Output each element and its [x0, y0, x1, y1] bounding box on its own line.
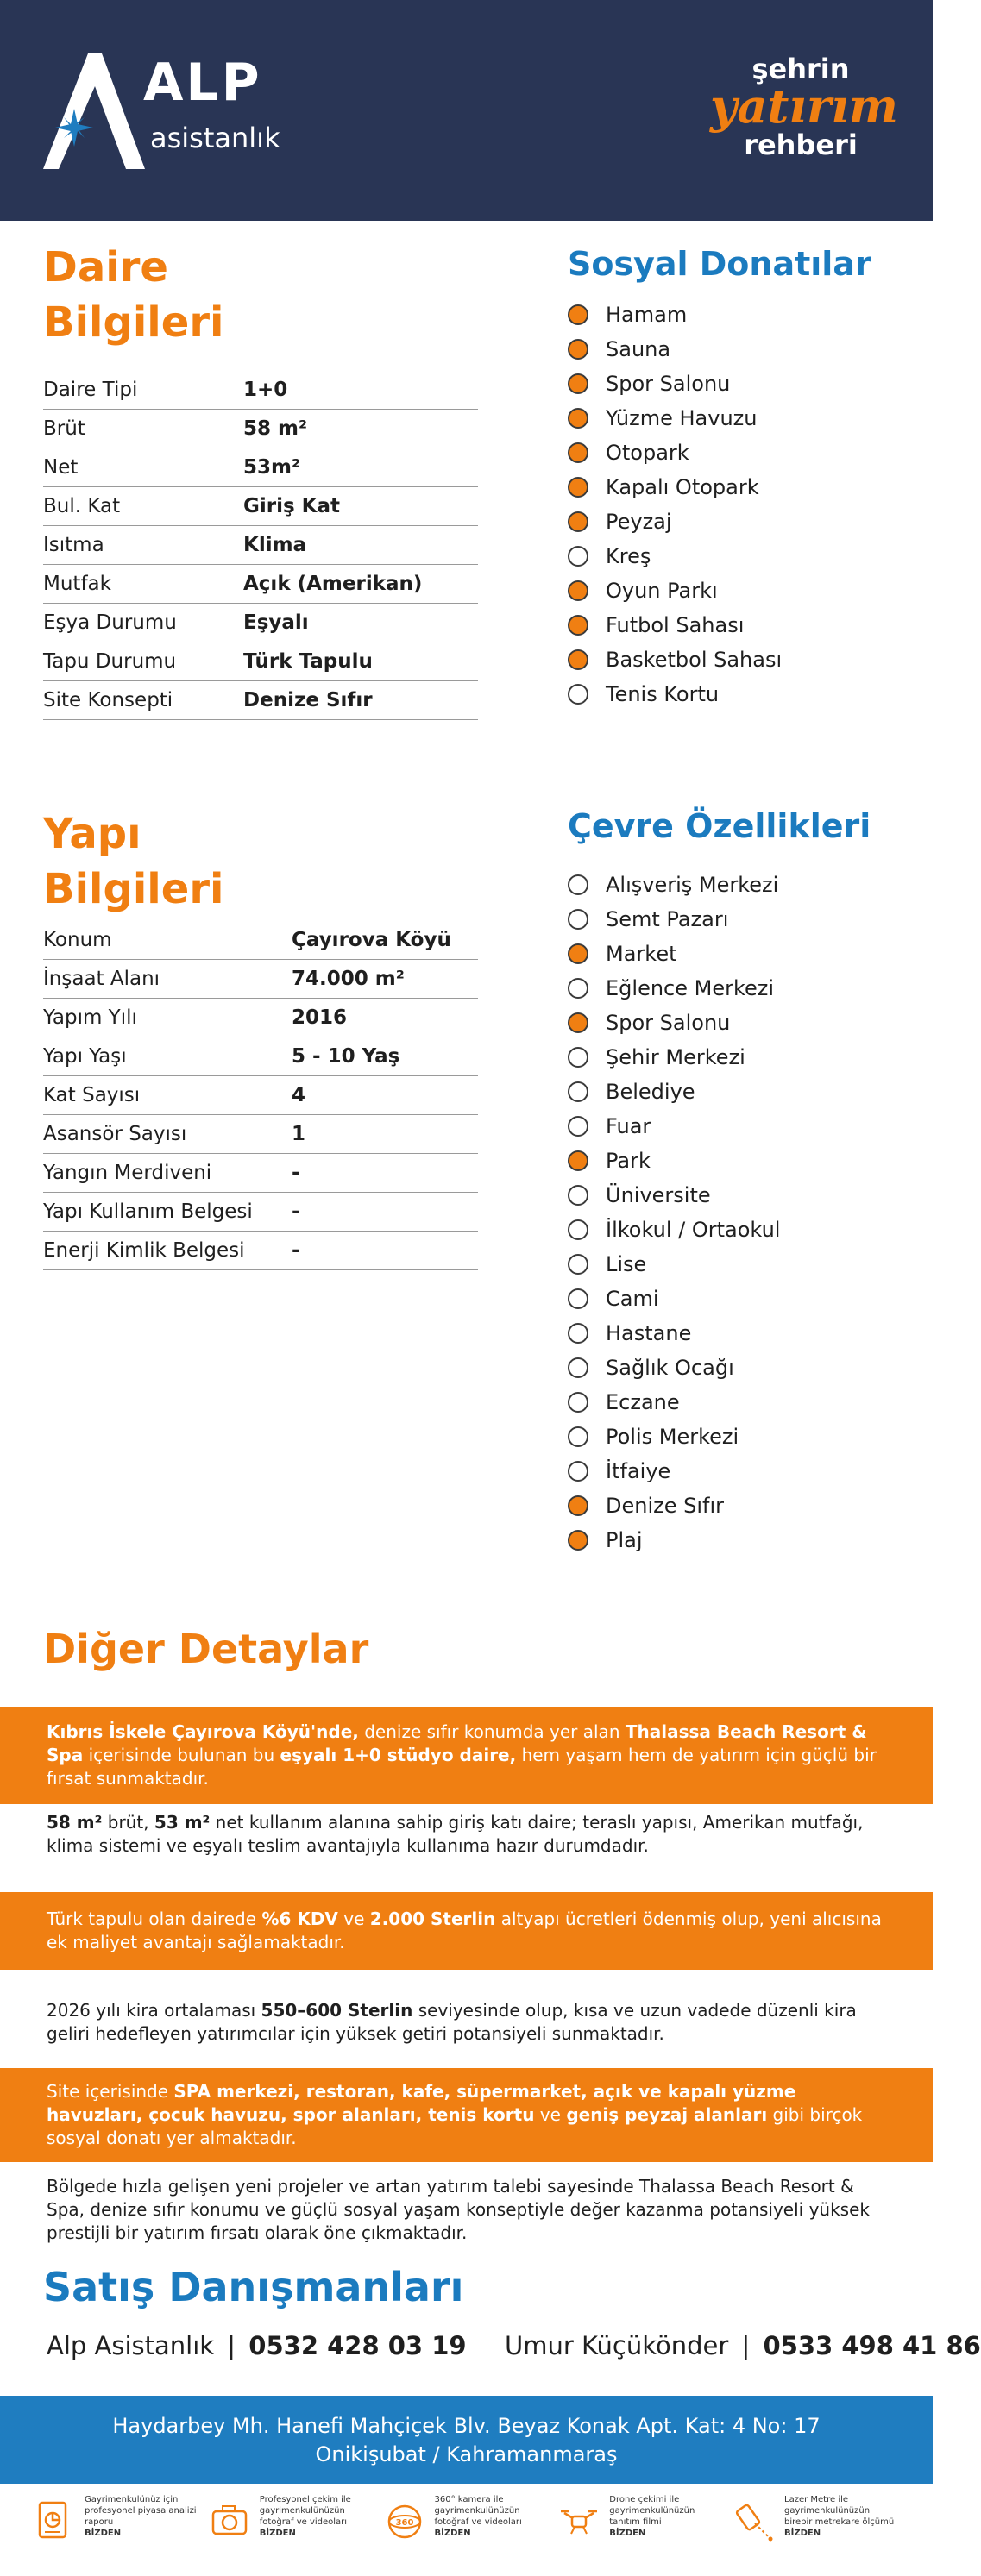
- detail-text: Bölgede hızla gelişen yeni projeler ve artan yatırım talebi sayesinde Thalassa Beach Resort & Spa, denize sıfır konumu ve güçlü sosyal yaşam konseptiyle değer kazanma potansiyeli yüksek prestijli bir yatırım fırsatı olarak öne çıkmaktadır.: [47, 2176, 870, 2243]
- detail-text: içerisinde bulunan bu: [83, 1745, 280, 1765]
- unchecked-circle-icon: [568, 978, 588, 999]
- list-item: [568, 1316, 780, 1351]
- detail-text: net kullanım alanına sahip giriş katı daire; teraslı yapısı, Amerikan mutfağı, klima sistemi ve eşyalı teslim avantajıyla kullanıma hazır durumdadır.: [47, 1812, 864, 1856]
- list-item-label: Cami: [606, 1287, 659, 1311]
- list-item-label: Üniversite: [606, 1183, 711, 1207]
- drone-icon: [559, 2498, 599, 2549]
- info-label: Brüt: [43, 417, 85, 440]
- detail-text: gibi birçok sosyal donatı yer almaktadır.: [47, 2104, 863, 2148]
- feature-item: [559, 2494, 723, 2576]
- unchecked-circle-icon: [568, 1426, 588, 1447]
- info-value: 58 m²: [243, 417, 308, 440]
- slogan: [710, 53, 898, 161]
- list-item: [568, 470, 782, 505]
- slogan-line2: yatırım: [710, 78, 898, 134]
- info-label: Mutfak: [43, 573, 111, 595]
- sosyal-list: [568, 298, 782, 711]
- unchecked-circle-icon: [568, 1219, 588, 1240]
- info-row: [43, 681, 478, 720]
- list-item-label: Kreş: [606, 544, 651, 568]
- info-row: [43, 604, 478, 642]
- list-item: [568, 539, 782, 573]
- info-row: [43, 1115, 478, 1154]
- info-value: Klima: [243, 534, 307, 556]
- list-item: [568, 1109, 780, 1144]
- detail-paragraph: [0, 1999, 933, 2046]
- features-footer: [0, 2494, 933, 2576]
- info-row: [43, 448, 478, 487]
- list-item: [568, 677, 782, 711]
- info-value: -: [292, 1200, 300, 1223]
- svg-text:360: 360: [395, 2518, 413, 2528]
- detail-highlight: %6 KDV: [261, 1908, 338, 1929]
- info-value: Türk Tapulu: [243, 650, 373, 673]
- feature-text: [85, 2494, 198, 2539]
- list-item-label: Semt Pazarı: [606, 907, 729, 931]
- unchecked-circle-icon: [568, 1392, 588, 1413]
- info-label: Kat Sayısı: [43, 1084, 141, 1106]
- feature-description: 360° kamera ile gayrimenkulünüzün fotoğraf ve videoları: [434, 2495, 522, 2527]
- advisor1-phone[interactable]: 0532 428 03 19: [248, 2331, 467, 2360]
- list-item: [568, 1075, 780, 1109]
- unchecked-circle-icon: [568, 546, 588, 567]
- unchecked-circle-icon: [568, 1185, 588, 1206]
- detail-paragraph: [0, 1892, 933, 1970]
- list-item-label: Park: [606, 1149, 651, 1173]
- info-value: 53m²: [243, 456, 301, 479]
- info-value: -: [292, 1162, 300, 1184]
- list-item: [568, 1213, 780, 1247]
- list-item-label: Hastane: [606, 1321, 692, 1345]
- checked-circle-icon: [568, 511, 588, 532]
- list-item: [568, 902, 780, 937]
- list-item-label: Yüzme Havuzu: [606, 406, 758, 430]
- daire-title-line2: Bilgileri: [43, 298, 224, 347]
- list-item-label: Spor Salonu: [606, 1011, 731, 1035]
- checked-circle-icon: [568, 304, 588, 325]
- unchecked-circle-icon: [568, 1323, 588, 1344]
- list-item: [568, 367, 782, 401]
- info-label: Net: [43, 456, 79, 479]
- info-label: Yangın Merdiveni: [43, 1162, 212, 1184]
- list-item-label: Oyun Parkı: [606, 579, 718, 603]
- yapi-title: [43, 806, 223, 917]
- checked-circle-icon: [568, 373, 588, 394]
- info-label: Asansör Sayısı: [43, 1123, 187, 1145]
- feature-item: [385, 2494, 549, 2576]
- list-item: [568, 1523, 780, 1558]
- checked-circle-icon: [568, 943, 588, 964]
- info-row: [43, 960, 478, 999]
- list-item: [568, 332, 782, 367]
- list-item-label: Eczane: [606, 1390, 680, 1414]
- detail-text: Türk tapulu olan dairede: [47, 1908, 262, 1929]
- info-row: [43, 371, 478, 410]
- info-row: [43, 410, 478, 448]
- detail-paragraph: [0, 1707, 933, 1804]
- header-banner: [0, 0, 933, 221]
- unchecked-circle-icon: [568, 909, 588, 930]
- info-label: Daire Tipi: [43, 379, 138, 401]
- list-item: [568, 608, 782, 642]
- detail-text: 2026 yılı kira ortalaması: [47, 2000, 261, 2021]
- info-row: [43, 999, 478, 1037]
- info-label: Isıtma: [43, 534, 104, 556]
- separator: |: [741, 2331, 751, 2360]
- unchecked-circle-icon: [568, 1288, 588, 1309]
- daire-title: [43, 240, 223, 350]
- logo-mark-icon: [40, 52, 152, 172]
- list-item: [568, 401, 782, 436]
- list-item: [568, 1247, 780, 1282]
- detail-text: hem yaşam hem de yatırım için güçlü bir fırsat sunmaktadır.: [47, 1745, 877, 1789]
- info-row: [43, 565, 478, 604]
- info-label: Site Konsepti: [43, 689, 173, 711]
- info-row: [43, 921, 478, 960]
- list-item-label: Basketbol Sahası: [606, 648, 783, 672]
- list-item-label: Şehir Merkezi: [606, 1045, 745, 1069]
- feature-tag: BİZDEN: [609, 2529, 646, 2538]
- detail-text: altyapı ücretleri ödenmiş olup, yeni alıcısına ek maliyet avantajı sağlamaktadır.: [47, 1908, 882, 1952]
- detail-text: brüt,: [102, 1812, 154, 1833]
- address-line2: Onikişubat / Kahramanmaraş: [315, 2442, 618, 2466]
- unchecked-circle-icon: [568, 1081, 588, 1102]
- info-value: Giriş Kat: [243, 495, 341, 517]
- feature-text: [260, 2494, 374, 2539]
- list-item: [568, 1006, 780, 1040]
- unchecked-circle-icon: [568, 1047, 588, 1068]
- checked-circle-icon: [568, 339, 588, 360]
- logo-name: ALP: [143, 53, 262, 113]
- advisor2-name: Umur Küçükönder: [504, 2331, 729, 2360]
- advisors-title: Satış Danışmanları: [43, 2264, 464, 2310]
- feature-description: Profesyonel çekim ile gayrimenkulünüzün fotoğraf ve videoları: [259, 2495, 351, 2527]
- info-label: Yapı Yaşı: [43, 1045, 127, 1068]
- info-row: [43, 1193, 478, 1232]
- list-item-label: Sauna: [606, 337, 671, 361]
- info-row: [43, 1037, 478, 1076]
- checked-circle-icon: [568, 442, 588, 463]
- feature-item: [734, 2494, 898, 2576]
- detail-text: denize sıfır konumda yer alan: [358, 1721, 626, 1742]
- feature-tag: BİZDEN: [259, 2529, 296, 2538]
- list-item-label: İlkokul / Ortaokul: [606, 1218, 781, 1242]
- list-item-label: Lise: [606, 1252, 647, 1276]
- info-label: İnşaat Alanı: [43, 968, 160, 990]
- info-label: Konum: [43, 929, 112, 951]
- unchecked-circle-icon: [568, 1461, 588, 1482]
- info-value: 4: [292, 1084, 306, 1106]
- detail-highlight: Thalassa Beach Resort & Spa: [47, 1721, 867, 1765]
- detail-text: ve: [337, 1908, 370, 1929]
- info-label: Bul. Kat: [43, 495, 121, 517]
- list-item: [568, 1178, 780, 1213]
- list-item-label: Otopark: [606, 441, 689, 465]
- list-item-label: Denize Sıfır: [606, 1494, 725, 1518]
- detail-text: ve: [534, 2104, 567, 2125]
- list-item: [568, 937, 780, 971]
- list-item-label: Alışveriş Merkezi: [606, 873, 779, 897]
- yapi-title-line1: Yapı: [43, 810, 141, 858]
- daire-title-line1: Daire: [43, 243, 168, 291]
- info-label: Enerji Kimlik Belgesi: [43, 1239, 245, 1262]
- detail-text: Site içerisinde: [47, 2081, 174, 2102]
- list-item: [568, 642, 782, 677]
- detail-highlight: 550–600 Sterlin: [261, 2000, 413, 2021]
- info-value: 1+0: [243, 379, 288, 401]
- info-label: Yapım Yılı: [43, 1006, 137, 1029]
- list-item-label: Peyzaj: [606, 510, 672, 534]
- list-item-label: Belediye: [606, 1080, 695, 1104]
- address-band: [0, 2396, 933, 2484]
- list-item: [568, 1385, 780, 1420]
- detail-text: seviyesinde olup, kısa ve uzun vadede düzenli kira geliri hedefleyen yatırımcılar için yüksek getiri potansiyeli sunmaktadır.: [47, 2000, 857, 2044]
- unchecked-circle-icon: [568, 684, 588, 705]
- info-value: Çayırova Köyü: [292, 929, 451, 951]
- list-item: [568, 1420, 780, 1454]
- list-item-label: Futbol Sahası: [606, 613, 745, 637]
- list-item: [568, 1351, 780, 1385]
- cevre-list: [568, 868, 780, 1558]
- info-row: [43, 1232, 478, 1270]
- advisor2-phone[interactable]: 0533 498 41 86: [763, 2331, 981, 2360]
- info-row: [43, 1076, 478, 1115]
- yapi-info-table: [43, 921, 478, 1270]
- info-value: Eşyalı: [243, 611, 309, 634]
- slogan-line3: rehberi: [744, 128, 858, 161]
- feature-tag: BİZDEN: [784, 2529, 821, 2538]
- info-value: 5 - 10 Yaş: [292, 1045, 400, 1068]
- separator: |: [227, 2331, 236, 2360]
- list-item-label: Kapalı Otopark: [606, 475, 759, 499]
- unchecked-circle-icon: [568, 1357, 588, 1378]
- laser-meter-icon: [734, 2498, 774, 2549]
- slogan-line1: şehrin: [751, 53, 850, 85]
- info-value: 1: [292, 1123, 306, 1145]
- list-item-label: İtfaiye: [606, 1459, 671, 1483]
- feature-description: Gayrimenkulünüz için profesyonel piyasa analizi raporu: [85, 2495, 197, 2527]
- feature-item: [210, 2494, 374, 2576]
- feature-text: [435, 2494, 549, 2539]
- detail-paragraph: [0, 1811, 933, 1858]
- feature-description: Drone çekimi ile gayrimenkulünüzün tanıtım filmi: [609, 2495, 695, 2527]
- list-item: [568, 1489, 780, 1523]
- detail-highlight: 53 m²: [154, 1812, 211, 1833]
- detail-paragraph: [0, 2175, 933, 2245]
- company-logo: [40, 52, 324, 172]
- info-value: 2016: [292, 1006, 348, 1029]
- sosyal-title: Sosyal Donatılar: [568, 245, 871, 283]
- advisor-contacts: [47, 2328, 981, 2363]
- report-icon: [35, 2498, 74, 2549]
- list-item: [568, 1040, 780, 1075]
- list-item-label: Eğlence Merkezi: [606, 976, 775, 1000]
- info-label: Tapu Durumu: [43, 650, 177, 673]
- unchecked-circle-icon: [568, 1254, 588, 1275]
- list-item: [568, 436, 782, 470]
- camera-icon: [210, 2498, 249, 2549]
- detail-highlight: eşyalı 1+0 stüdyo daire,: [280, 1745, 517, 1765]
- info-row: [43, 642, 478, 681]
- list-item-label: Spor Salonu: [606, 372, 731, 396]
- checked-circle-icon: [568, 580, 588, 601]
- list-item: [568, 1454, 780, 1489]
- feature-tag: BİZDEN: [85, 2529, 122, 2538]
- details-title: Diğer Detaylar: [43, 1626, 369, 1672]
- list-item-label: Tenis Kortu: [606, 682, 720, 706]
- logo-subtitle: asistanlık: [150, 122, 280, 154]
- daire-info-table: [43, 371, 478, 720]
- detail-paragraph: [0, 2068, 933, 2162]
- list-item-label: Plaj: [606, 1528, 643, 1552]
- list-item: [568, 505, 782, 539]
- detail-highlight: Kıbrıs İskele Çayırova Köyü'nde,: [47, 1721, 359, 1742]
- info-row: [43, 1154, 478, 1193]
- yapi-title-line2: Bilgileri: [43, 865, 224, 913]
- list-item: [568, 1144, 780, 1178]
- unchecked-circle-icon: [568, 1116, 588, 1137]
- feature-item: [35, 2494, 198, 2576]
- checked-circle-icon: [568, 1012, 588, 1033]
- list-item: [568, 298, 782, 332]
- feature-text: [609, 2494, 723, 2539]
- checked-circle-icon: [568, 477, 588, 498]
- checked-circle-icon: [568, 1150, 588, 1171]
- unchecked-circle-icon: [568, 874, 588, 895]
- info-value: 74.000 m²: [292, 968, 405, 990]
- list-item: [568, 868, 780, 902]
- detail-highlight: SPA merkezi, restoran, kafe, süpermarket, açık ve kapalı yüzme havuzları, çocuk havuzu, spor alanları, tenis kortu: [47, 2081, 796, 2125]
- checked-circle-icon: [568, 615, 588, 636]
- feature-description: Lazer Metre ile gayrimenkulünüzün birebir metrekare ölçümü: [784, 2495, 895, 2527]
- list-item: [568, 971, 780, 1006]
- list-item: [568, 573, 782, 608]
- detail-highlight: 58 m²: [47, 1812, 103, 1833]
- info-row: [43, 526, 478, 565]
- list-item-label: Sağlık Ocağı: [606, 1356, 734, 1380]
- detail-highlight: geniş peyzaj alanları: [566, 2104, 768, 2125]
- info-label: Eşya Durumu: [43, 611, 177, 634]
- detail-highlight: 2.000 Sterlin: [369, 1908, 496, 1929]
- list-item: [568, 1282, 780, 1316]
- info-label: Yapı Kullanım Belgesi: [43, 1200, 253, 1223]
- feature-tag: BİZDEN: [434, 2529, 471, 2538]
- checked-circle-icon: [568, 1530, 588, 1551]
- list-item-label: Polis Merkezi: [606, 1425, 739, 1449]
- info-row: [43, 487, 478, 526]
- checked-circle-icon: [568, 408, 588, 429]
- list-item-label: Fuar: [606, 1114, 651, 1138]
- info-value: Açık (Amerikan): [243, 573, 423, 595]
- checked-circle-icon: [568, 649, 588, 670]
- advisor1-name: Alp Asistanlık: [47, 2331, 215, 2360]
- list-item-label: Market: [606, 942, 677, 966]
- info-value: Denize Sıfır: [243, 689, 373, 711]
- info-value: -: [292, 1239, 300, 1262]
- checked-circle-icon: [568, 1495, 588, 1516]
- 360-camera-icon: [385, 2498, 424, 2549]
- list-item-label: Hamam: [606, 303, 688, 327]
- address-line1: Haydarbey Mh. Hanefi Mahçiçek Blv. Beyaz Konak Apt. Kat: 4 No: 17: [112, 2414, 821, 2438]
- cevre-title: Çevre Özellikleri: [568, 807, 871, 845]
- feature-text: [784, 2494, 898, 2539]
